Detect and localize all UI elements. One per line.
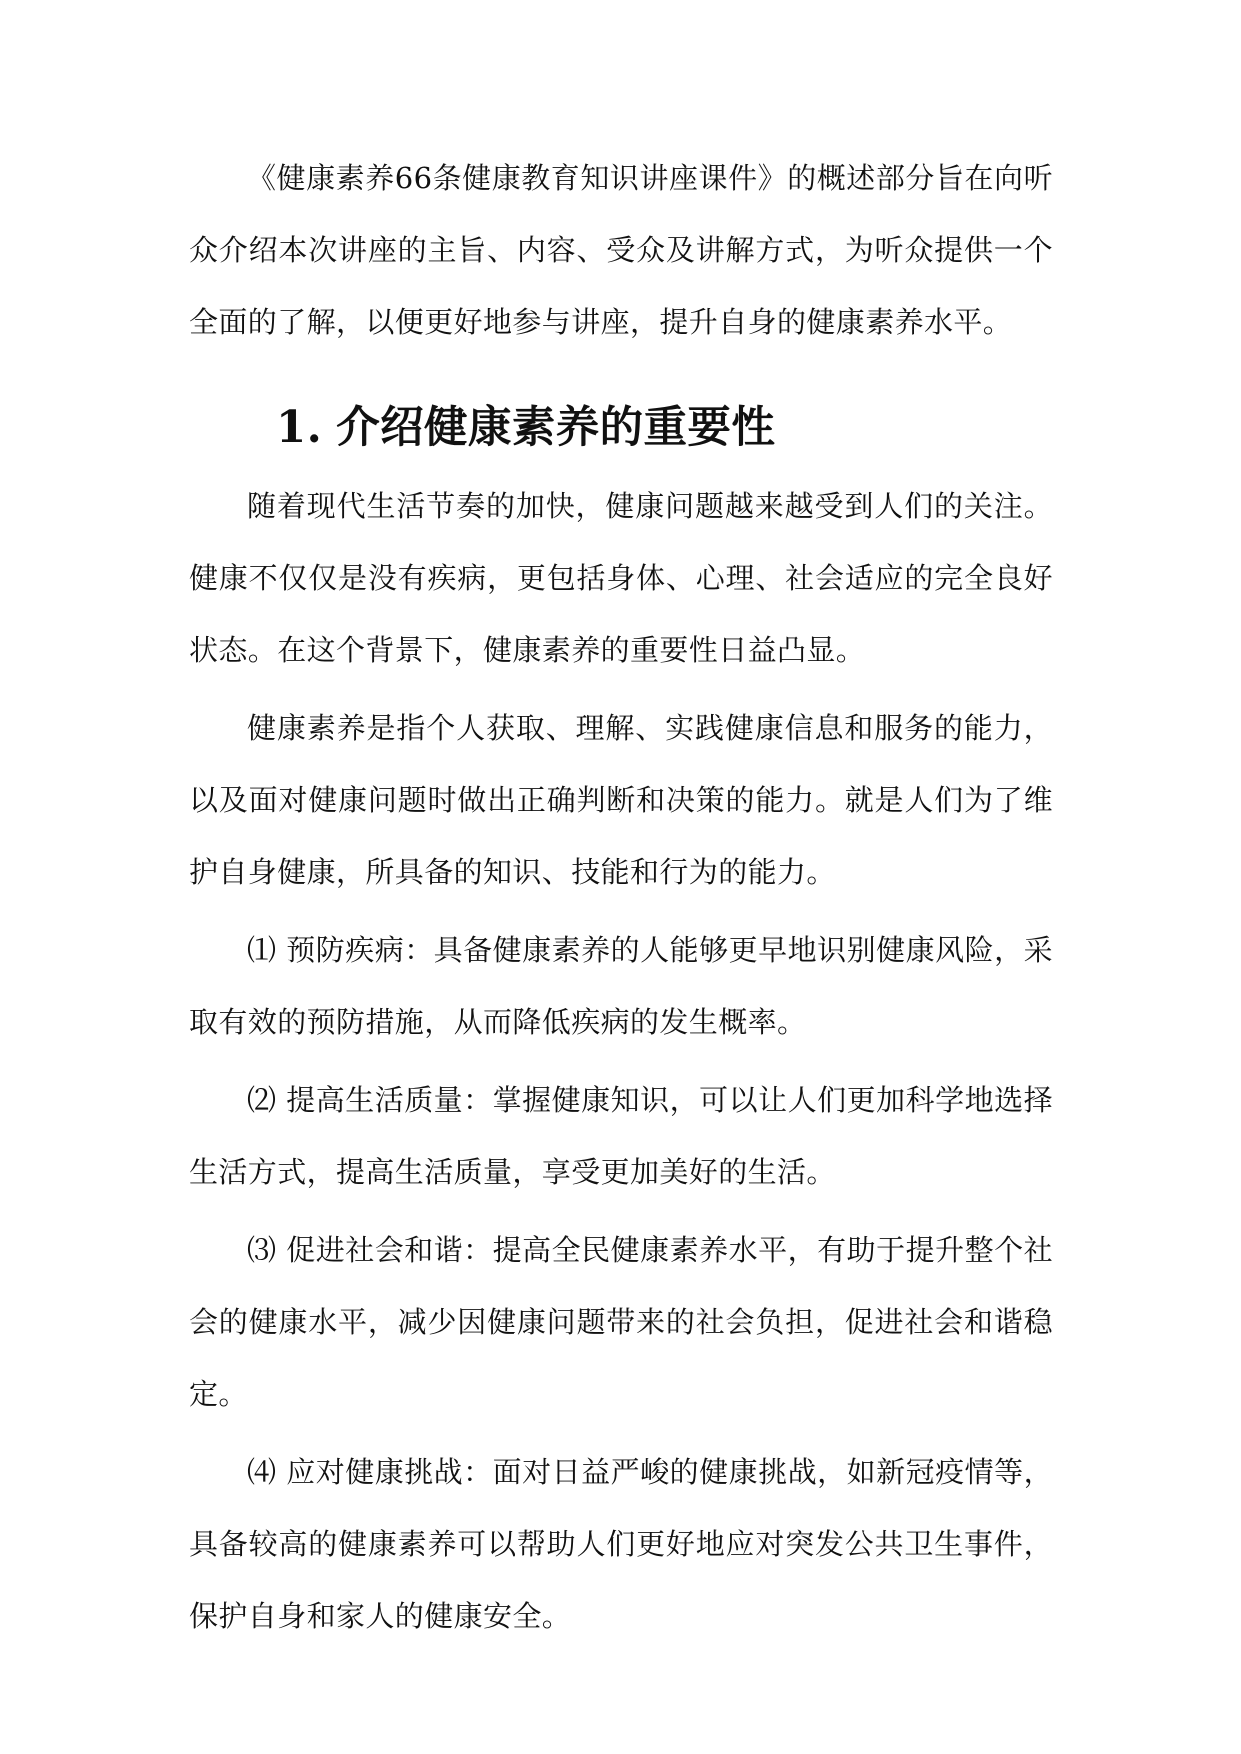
paragraph-definition: 健康素养是指个人获取、理解、实践健康信息和服务的能力，以及面对健康问题时做出正确判断和决策的能力。就是人们为了维护自身健康，所具备的知识、技能和行为的能力。	[189, 711, 1053, 889]
section-number: 1.	[276, 402, 323, 453]
list-item-health-challenges: ⑷ 应对健康挑战：面对日益严峻的健康挑战，如新冠疫情等，具备较高的健康素养可以帮助人们更好地应对突发公共卫生事件，保护自身和家人的健康安全。	[189, 1455, 1053, 1633]
list-item-social-harmony: ⑶ 促进社会和谐：提高全民健康素养水平，有助于提升整个社会的健康水平，减少因健康问题带来的社会负担，促进社会和谐稳定。	[189, 1233, 1053, 1411]
list-item-quality-of-life: ⑵ 提高生活质量：掌握健康知识，可以让人们更加科学地选择生活方式，提高生活质量，享受更加美好的生活。	[189, 1083, 1053, 1189]
document-body	[189, 142, 1053, 1658]
section-heading	[189, 392, 1053, 464]
paragraph-context: 随着现代生活节奏的加快，健康问题越来越受到人们的关注。健康不仅仅是没有疾病，更包括身体、心理、社会适应的完全良好状态。在这个背景下，健康素养的重要性日益凸显。	[189, 489, 1053, 667]
list-item-prevent-disease: ⑴ 预防疾病：具备健康素养的人能够更早地识别健康风险，采取有效的预防措施，从而降低疾病的发生概率。	[189, 933, 1053, 1039]
section-title: 介绍健康素养的重要性	[336, 402, 776, 453]
intro-paragraph: 《健康素养66条健康教育知识讲座课件》的概述部分旨在向听众介绍本次讲座的主旨、内容、受众及讲解方式，为听众提供一个全面的了解，以便更好地参与讲座，提升自身的健康素养水平。	[189, 161, 1053, 339]
